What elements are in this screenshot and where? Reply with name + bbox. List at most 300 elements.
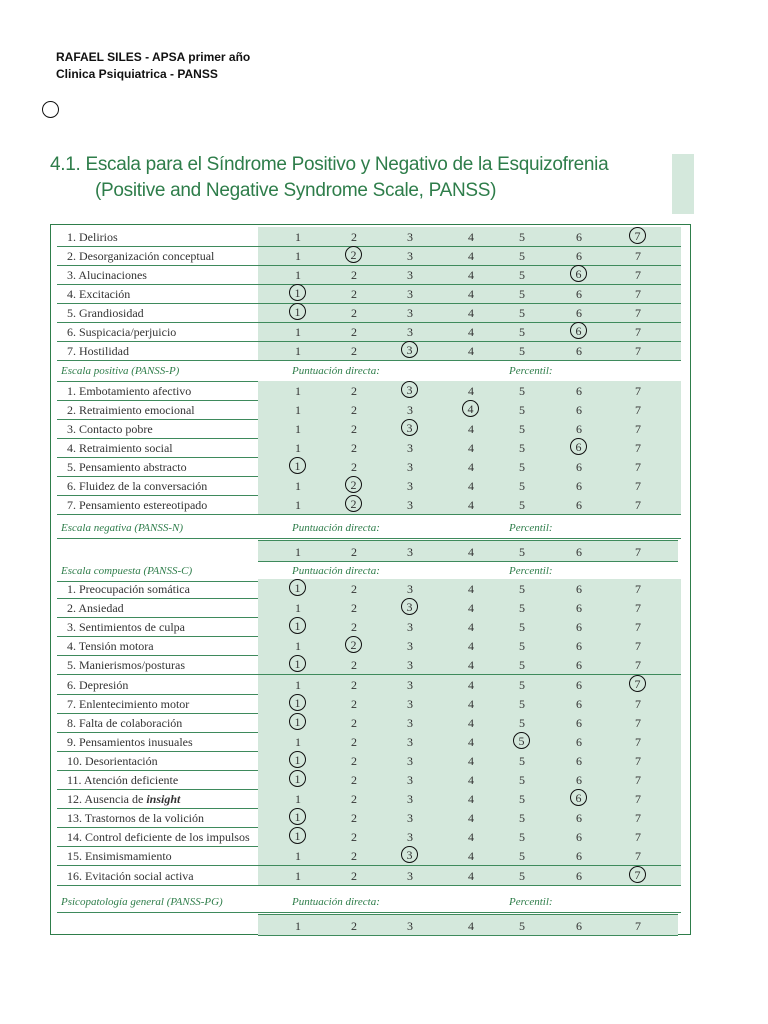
rating-option[interactable]: 5	[519, 620, 525, 635]
item-row	[57, 789, 681, 809]
rating-option[interactable]: 6	[576, 306, 582, 320]
score-option[interactable]: 3	[407, 919, 413, 933]
rating-option[interactable]: 5	[519, 639, 525, 654]
rating-option[interactable]: 2	[345, 495, 362, 512]
rating-option[interactable]: 6	[576, 734, 582, 749]
rating-option[interactable]: 6	[570, 789, 587, 806]
rating-option[interactable]: 2	[345, 246, 362, 263]
score-option[interactable]: 2	[351, 919, 357, 933]
rating-option[interactable]: 4	[462, 400, 479, 417]
rating-option[interactable]: 5	[519, 849, 525, 864]
rating-option[interactable]: 1	[295, 601, 301, 616]
rating-option[interactable]: 6	[576, 422, 582, 436]
rating-option[interactable]: 3	[401, 341, 418, 358]
rating-option[interactable]: 4	[468, 849, 474, 864]
direct-score-label: Puntuación directa:	[292, 565, 380, 577]
rating-option[interactable]: 7	[635, 582, 641, 596]
rating-option[interactable]: 7	[635, 249, 641, 263]
rating-option[interactable]: 7	[635, 268, 641, 282]
rating-option[interactable]: 3	[407, 715, 413, 730]
rating-option[interactable]: 3	[407, 696, 413, 711]
rating-option[interactable]: 2	[351, 811, 357, 826]
rating-option[interactable]: 4	[468, 734, 474, 749]
title-line-2: (Positive and Negative Syndrome Scale, PANSS)	[95, 180, 497, 201]
item-row	[57, 341, 681, 361]
rating-option[interactable]: 3	[407, 249, 413, 263]
rating-option[interactable]: 7	[635, 734, 641, 749]
rating-option[interactable]: 4	[468, 384, 474, 398]
rating-option[interactable]: 7	[635, 830, 641, 845]
rating-cells	[258, 846, 681, 865]
rating-option[interactable]: 3	[407, 830, 413, 845]
score-option[interactable]: 1	[295, 919, 301, 933]
item-row	[57, 227, 681, 247]
rating-option[interactable]: 4	[468, 696, 474, 711]
rating-option[interactable]: 4	[468, 287, 474, 301]
rating-option[interactable]: 6	[576, 849, 582, 864]
rating-option[interactable]: 4	[468, 773, 474, 787]
rating-option[interactable]: 2	[351, 753, 357, 768]
item-label: 7. Enlentecimiento motor	[67, 696, 190, 711]
rating-option[interactable]: 6	[576, 230, 582, 244]
rating-option[interactable]: 2	[351, 830, 357, 845]
rating-option[interactable]: 1	[289, 457, 306, 474]
rating-option[interactable]: 4	[468, 498, 474, 512]
rating-option[interactable]: 6	[570, 322, 587, 339]
rating-option[interactable]: 4	[468, 344, 474, 358]
rating-option[interactable]: 4	[468, 306, 474, 320]
rating-option[interactable]: 5	[519, 479, 525, 493]
score-scale-row	[258, 914, 678, 936]
rating-option[interactable]: 1	[295, 792, 301, 807]
item-label: 3. Alucinaciones	[67, 268, 147, 282]
item-label: 9. Pensamientos inusuales	[67, 734, 193, 749]
rating-option[interactable]: 7	[635, 441, 641, 455]
rating-cells	[258, 808, 681, 827]
rating-option[interactable]: 2	[351, 658, 357, 673]
rating-cells	[258, 598, 681, 617]
rating-option[interactable]: 5	[519, 773, 525, 787]
item-row	[57, 381, 681, 401]
rating-cells	[258, 265, 681, 284]
rating-option[interactable]: 3	[407, 230, 413, 244]
item-row	[57, 400, 681, 420]
score-option[interactable]: 5	[519, 919, 525, 933]
rating-option[interactable]: 4	[468, 792, 474, 807]
rating-option[interactable]: 4	[468, 422, 474, 436]
rating-option[interactable]: 5	[519, 422, 525, 436]
rating-option[interactable]: 6	[576, 601, 582, 616]
rating-option[interactable]: 7	[635, 306, 641, 320]
item-label: 5. Manierismos/posturas	[67, 658, 185, 673]
rating-option[interactable]: 5	[519, 753, 525, 768]
rating-option[interactable]: 1	[289, 751, 306, 768]
percentile-label: Percentil:	[509, 522, 553, 534]
rating-option[interactable]: 7	[635, 344, 641, 358]
rating-option[interactable]: 4	[468, 677, 474, 692]
rating-option[interactable]: 6	[576, 868, 582, 883]
item-row	[57, 770, 681, 790]
rating-option[interactable]: 1	[289, 579, 306, 596]
rating-option[interactable]: 3	[407, 325, 413, 339]
rating-option[interactable]: 1	[289, 617, 306, 634]
rating-option[interactable]: 3	[407, 639, 413, 654]
rating-option[interactable]: 7	[635, 384, 641, 398]
item-row	[57, 675, 681, 695]
rating-option[interactable]: 7	[629, 675, 646, 692]
rating-option[interactable]: 5	[519, 325, 525, 339]
rating-option[interactable]: 4	[468, 325, 474, 339]
rating-cells	[258, 341, 681, 360]
item-label: 4. Excitación	[67, 287, 131, 301]
rating-option[interactable]: 1	[295, 441, 301, 455]
item-label: 6. Fluidez de la conversación	[67, 479, 208, 493]
rating-cells	[258, 694, 681, 713]
rating-option[interactable]: 2	[351, 230, 357, 244]
rating-cells	[258, 246, 681, 265]
rating-option[interactable]: 2	[351, 849, 357, 864]
rating-option[interactable]: 6	[576, 753, 582, 768]
rating-option[interactable]: 1	[295, 403, 301, 417]
rating-option[interactable]: 2	[351, 620, 357, 635]
item-label: 6. Suspicacia/perjuicio	[67, 325, 177, 339]
item-row	[57, 265, 681, 285]
rating-option[interactable]: 5	[513, 732, 530, 749]
score-option[interactable]: 3	[407, 545, 413, 559]
rating-option[interactable]: 4	[468, 441, 474, 455]
rating-option[interactable]: 5	[519, 498, 525, 512]
rating-option[interactable]: 4	[468, 811, 474, 826]
scale-summary-row	[57, 519, 681, 539]
rating-option[interactable]: 6	[576, 715, 582, 730]
score-option[interactable]: 1	[295, 545, 301, 559]
rating-option[interactable]: 3	[407, 460, 413, 474]
rating-option[interactable]: 6	[576, 811, 582, 826]
rating-option[interactable]: 5	[519, 384, 525, 398]
rating-option[interactable]: 2	[351, 792, 357, 807]
rating-option[interactable]: 5	[519, 460, 525, 474]
rating-option[interactable]: 3	[401, 381, 418, 398]
rating-option[interactable]: 1	[295, 498, 301, 512]
item-label: 14. Control deficiente de los impulsos	[67, 830, 250, 845]
rating-option[interactable]: 2	[351, 868, 357, 883]
item-row	[57, 751, 681, 771]
rating-option[interactable]: 7	[635, 792, 641, 807]
rating-option[interactable]: 5	[519, 601, 525, 616]
rating-option[interactable]: 7	[629, 866, 646, 883]
rating-option[interactable]: 7	[635, 460, 641, 474]
item-row	[57, 438, 681, 458]
rating-option[interactable]: 5	[519, 868, 525, 883]
rating-cells	[258, 636, 681, 655]
item-row	[57, 419, 681, 439]
rating-option[interactable]: 5	[519, 830, 525, 845]
rating-option[interactable]: 4	[468, 639, 474, 654]
rating-option[interactable]: 5	[519, 230, 525, 244]
item-row	[57, 808, 681, 828]
rating-cells	[258, 322, 681, 341]
rating-option[interactable]: 5	[519, 249, 525, 263]
rating-option[interactable]: 3	[407, 403, 413, 417]
title-line-1: 4.1. Escala para el Síndrome Positivo y Negativo de la Esquizofrenia	[50, 154, 609, 175]
rating-option[interactable]: 7	[635, 811, 641, 826]
item-row	[57, 866, 681, 886]
rating-option[interactable]: 2	[351, 344, 357, 358]
rating-option[interactable]: 3	[407, 734, 413, 749]
rating-option[interactable]: 6	[576, 830, 582, 845]
rating-option[interactable]: 2	[345, 476, 362, 493]
scale-name: Escala compuesta (PANSS-C)	[61, 565, 193, 577]
rating-option[interactable]: 4	[468, 868, 474, 883]
rating-option[interactable]: 7	[635, 498, 641, 512]
rating-option[interactable]: 5	[519, 715, 525, 730]
rating-option[interactable]: 1	[295, 230, 301, 244]
rating-option[interactable]: 7	[635, 658, 641, 673]
rating-option[interactable]: 3	[407, 773, 413, 787]
rating-option[interactable]: 5	[519, 441, 525, 455]
rating-option[interactable]: 6	[576, 582, 582, 596]
score-option[interactable]: 6	[576, 919, 582, 933]
rating-option[interactable]: 5	[519, 287, 525, 301]
score-option[interactable]: 5	[519, 545, 525, 559]
rating-option[interactable]: 3	[407, 620, 413, 635]
item-label: 11. Atención deficiente	[67, 773, 179, 787]
rating-option[interactable]: 3	[407, 658, 413, 673]
item-row	[57, 495, 681, 515]
item-label: 15. Ensimismamiento	[67, 849, 172, 864]
rating-option[interactable]: 1	[295, 479, 301, 493]
rating-option[interactable]: 6	[576, 498, 582, 512]
rating-option[interactable]: 3	[407, 479, 413, 493]
item-label: 4. Retraimiento social	[67, 441, 173, 455]
rating-option[interactable]: 3	[407, 441, 413, 455]
rating-option[interactable]: 7	[635, 325, 641, 339]
score-option[interactable]: 7	[635, 545, 641, 559]
rating-option[interactable]: 1	[295, 639, 301, 654]
rating-option[interactable]: 4	[468, 753, 474, 768]
item-label: 7. Pensamiento estereotipado	[67, 498, 208, 512]
percentile-label: Percentil:	[509, 896, 553, 908]
item-label: 3. Contacto pobre	[67, 422, 153, 436]
rating-option[interactable]: 3	[401, 846, 418, 863]
rating-option[interactable]: 6	[570, 438, 587, 455]
score-option[interactable]: 7	[635, 919, 641, 933]
rating-option[interactable]: 2	[351, 696, 357, 711]
score-option[interactable]: 2	[351, 545, 357, 559]
rating-option[interactable]: 7	[635, 601, 641, 616]
rating-option[interactable]: 2	[351, 582, 357, 596]
rating-option[interactable]: 1	[295, 734, 301, 749]
rating-option[interactable]: 3	[407, 306, 413, 320]
rating-option[interactable]: 4	[468, 460, 474, 474]
rating-option[interactable]: 7	[635, 753, 641, 768]
rating-option[interactable]: 6	[576, 479, 582, 493]
rating-option[interactable]: 1	[289, 694, 306, 711]
scale-name: Escala positiva (PANSS-P)	[61, 365, 180, 377]
rating-option[interactable]: 6	[576, 403, 582, 417]
rating-option[interactable]: 7	[635, 620, 641, 635]
rating-option[interactable]: 6	[576, 620, 582, 635]
rating-option[interactable]: 1	[295, 325, 301, 339]
item-row	[57, 846, 681, 866]
rating-option[interactable]: 2	[351, 384, 357, 398]
rating-option[interactable]: 5	[519, 268, 525, 282]
rating-option[interactable]: 4	[468, 249, 474, 263]
rating-option[interactable]: 1	[295, 268, 301, 282]
rating-option[interactable]: 7	[635, 696, 641, 711]
rating-option[interactable]: 5	[519, 792, 525, 807]
rating-option[interactable]: 1	[289, 808, 306, 825]
scale-name: Psicopatología general (PANSS-PG)	[61, 896, 223, 908]
rating-cells	[258, 457, 681, 476]
rating-option[interactable]: 1	[295, 677, 301, 692]
rating-option[interactable]: 6	[570, 265, 587, 282]
rating-option[interactable]: 3	[407, 287, 413, 301]
rating-option[interactable]: 4	[468, 230, 474, 244]
rating-option[interactable]: 1	[289, 770, 306, 787]
rating-option[interactable]: 6	[576, 639, 582, 654]
rating-option[interactable]: 7	[635, 403, 641, 417]
rating-option[interactable]: 3	[407, 792, 413, 807]
page-title	[50, 152, 608, 204]
item-label: 2. Desorganización conceptual	[67, 249, 215, 263]
rating-option[interactable]: 1	[289, 713, 306, 730]
rating-option[interactable]: 6	[576, 460, 582, 474]
rating-option[interactable]: 7	[635, 639, 641, 654]
rating-option[interactable]: 4	[468, 620, 474, 635]
rating-option[interactable]: 2	[351, 287, 357, 301]
rating-option[interactable]: 7	[635, 715, 641, 730]
rating-option[interactable]: 7	[635, 422, 641, 436]
rating-option[interactable]: 2	[345, 636, 362, 653]
score-scale-row	[258, 540, 678, 562]
rating-cells	[258, 713, 681, 732]
rating-option[interactable]: 2	[351, 773, 357, 787]
rating-option[interactable]: 6	[576, 658, 582, 673]
rating-cells	[258, 789, 681, 808]
item-label: 1. Delirios	[67, 230, 118, 244]
rating-option[interactable]: 7	[635, 479, 641, 493]
rating-option[interactable]: 3	[407, 753, 413, 768]
rating-option[interactable]: 6	[576, 384, 582, 398]
rating-option[interactable]: 7	[635, 287, 641, 301]
item-row	[57, 694, 681, 714]
author-line: RAFAEL SILES - APSA primer año	[56, 50, 251, 64]
rating-option[interactable]: 5	[519, 658, 525, 673]
rating-option[interactable]: 1	[295, 422, 301, 436]
rating-option[interactable]: 1	[289, 303, 306, 320]
rating-option[interactable]: 1	[295, 384, 301, 398]
rating-option[interactable]: 2	[351, 422, 357, 436]
item-row	[57, 476, 681, 496]
rating-option[interactable]: 5	[519, 582, 525, 596]
rating-cells	[258, 303, 681, 322]
rating-option[interactable]: 2	[351, 306, 357, 320]
rating-option[interactable]: 4	[468, 601, 474, 616]
rating-option[interactable]: 2	[351, 460, 357, 474]
rating-option[interactable]: 3	[407, 811, 413, 826]
rating-option[interactable]: 4	[468, 268, 474, 282]
rating-cells	[258, 495, 681, 514]
rating-option[interactable]: 1	[289, 655, 306, 672]
rating-option[interactable]: 2	[351, 734, 357, 749]
rating-option[interactable]: 5	[519, 696, 525, 711]
item-row	[57, 303, 681, 323]
item-label: 10. Desorientación	[67, 753, 158, 768]
rating-option[interactable]: 3	[407, 868, 413, 883]
rating-option[interactable]: 1	[289, 284, 306, 301]
rating-option[interactable]: 6	[576, 287, 582, 301]
rating-option[interactable]: 7	[629, 227, 646, 244]
rating-option[interactable]: 1	[295, 849, 301, 864]
rating-option[interactable]: 2	[351, 441, 357, 455]
rating-option[interactable]: 4	[468, 830, 474, 845]
rating-cells	[258, 675, 681, 694]
rating-option[interactable]: 6	[576, 249, 582, 263]
item-row	[57, 636, 681, 656]
item-label: 8. Falta de colaboración	[67, 715, 183, 730]
rating-option[interactable]: 6	[576, 677, 582, 692]
score-option[interactable]: 4	[468, 545, 474, 559]
rating-option[interactable]: 2	[351, 403, 357, 417]
rating-option[interactable]: 5	[519, 403, 525, 417]
item-label: 3. Sentimientos de culpa	[67, 620, 185, 635]
rating-option[interactable]: 1	[295, 249, 301, 263]
rating-option[interactable]: 1	[295, 868, 301, 883]
item-label: 2. Ansiedad	[67, 601, 124, 616]
rating-option[interactable]: 2	[351, 268, 357, 282]
score-option[interactable]: 6	[576, 545, 582, 559]
rating-option[interactable]: 3	[407, 582, 413, 596]
rating-option[interactable]: 4	[468, 582, 474, 596]
rating-option[interactable]: 6	[576, 344, 582, 358]
rating-option[interactable]: 1	[289, 827, 306, 844]
rating-option[interactable]: 1	[295, 344, 301, 358]
item-row	[57, 246, 681, 266]
item-row	[57, 655, 681, 675]
rating-option[interactable]: 5	[519, 677, 525, 692]
course-line: Clinica Psiquiatrica - PANSS	[56, 67, 218, 81]
rating-option[interactable]: 6	[576, 696, 582, 711]
rating-option[interactable]: 2	[351, 677, 357, 692]
rating-option[interactable]: 3	[401, 419, 418, 436]
scale-summary-row	[57, 362, 681, 382]
rating-option[interactable]: 3	[407, 677, 413, 692]
rating-option[interactable]: 4	[468, 479, 474, 493]
rating-option[interactable]: 5	[519, 344, 525, 358]
rating-option[interactable]: 2	[351, 715, 357, 730]
rating-option[interactable]: 7	[635, 773, 641, 787]
rating-option[interactable]: 5	[519, 306, 525, 320]
rating-option[interactable]: 7	[635, 849, 641, 864]
rating-cells	[258, 400, 681, 419]
rating-cells	[258, 579, 681, 598]
rating-option[interactable]: 3	[407, 498, 413, 512]
radio-button[interactable]	[42, 101, 59, 118]
rating-option[interactable]: 4	[468, 715, 474, 730]
rating-option[interactable]: 2	[351, 325, 357, 339]
rating-cells	[258, 284, 681, 303]
rating-option[interactable]: 2	[351, 601, 357, 616]
rating-option[interactable]: 3	[407, 268, 413, 282]
rating-option[interactable]: 3	[401, 598, 418, 615]
rating-option[interactable]: 5	[519, 811, 525, 826]
rating-option[interactable]: 6	[576, 773, 582, 787]
rating-option[interactable]: 4	[468, 658, 474, 673]
rating-cells	[258, 827, 681, 846]
score-option[interactable]: 4	[468, 919, 474, 933]
item-label: 13. Trastornos de la volición	[67, 811, 204, 826]
